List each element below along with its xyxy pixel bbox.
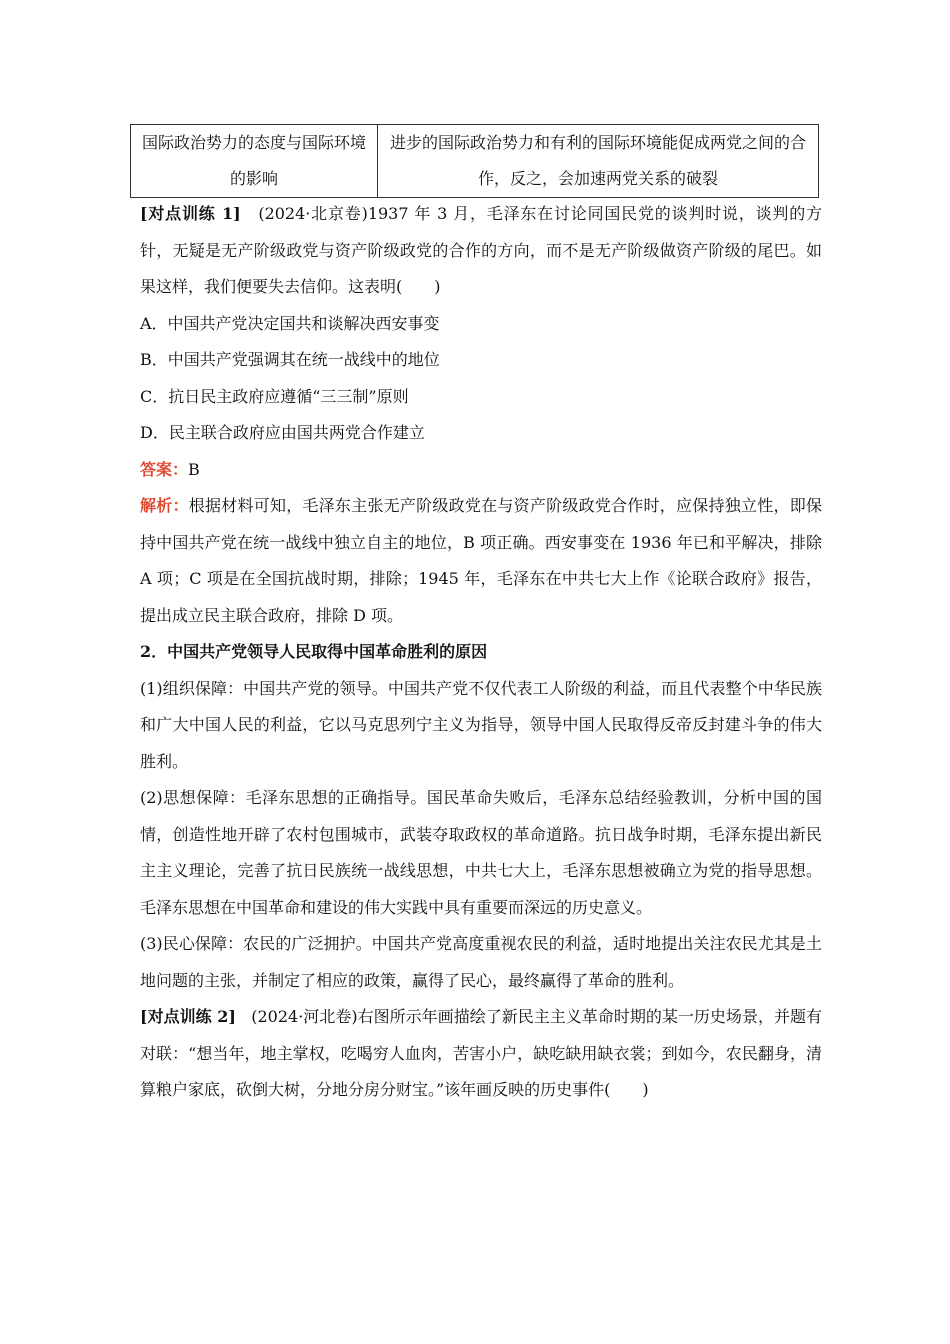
reason-thought: (2)思想保障：毛泽东思想的正确指导。国民革命失败后，毛泽东总结经验教训，分析中国的国情，创造性地开辟了农村包围城市，武装夺取政权的革命道路。抗日战争时期，毛泽东提出新民主主义理论，完善了抗日民族统一战线思想，中共七大上，毛泽东思想被确立为党的指导思想。毛泽东思想在中国革命和建设的伟大实践中具有重要而深远的历史意义。	[140, 788, 822, 917]
answer-value: B	[188, 459, 200, 479]
reason-popular-support: (3)民心保障：农民的广泛拥护。中国共产党高度重视农民的利益，适时地提出关注农民尤其是土地问题的主张，并制定了相应的政策，赢得了民心，最终赢得了革命的胜利。	[140, 934, 822, 990]
answer-label: 答案：	[140, 459, 189, 479]
option-b: B．中国共产党强调其在统一战线中的地位	[140, 350, 440, 369]
analysis-paragraph	[140, 488, 822, 634]
factor-table	[130, 124, 819, 198]
training-2-stem: (2024·河北卷)右图所示年画描绘了新民主主义革命时期的某一历史场景，并题有对联：“想当年，地主掌权，吃喝穷人血肉，苦害小户，缺吃缺用缺衣裳；到如今，农民翻身，清算粮户家底，砍倒大树，分地分房分财宝。”该年画反映的历史事件( )	[140, 1007, 822, 1099]
training-2-tag: [对点训练 2]	[140, 1007, 236, 1026]
content-body	[140, 196, 822, 1109]
training-1-stem: (2024·北京卷)1937 年 3 月，毛泽东在讨论同国民党的谈判时说，谈判的方针，无疑是无产阶级政党与资产阶级政党的合作的方向，而不是无产阶级做资产阶级的尾巴。如果这样，我们便要失去信仰。这表明( )	[140, 204, 822, 296]
training-1-question	[140, 196, 822, 306]
training-1-tag: [对点训练 1]	[140, 204, 241, 223]
option-a: A．中国共产党决定国共和谈解决西安事变	[140, 313, 440, 333]
table-cell-factor: 国际政治势力的态度与国际环境的影响	[131, 125, 378, 198]
table-row	[131, 125, 819, 198]
option-d: D．民主联合政府应由国共两党合作建立	[140, 423, 425, 442]
analysis-text: 根据材料可知，毛泽东主张无产阶级政党在与资产阶级政党合作时，应保持独立性，即保持中国共产党在统一战线中独立自主的地位，B 项正确。西安事变在 1936 年已和平解决，排除 A 项；C 项是在全国抗战时期，排除；1945 年，毛泽东在中共七大上作《论联合政府》报告，提出成立民主联合政府，排除 D 项。	[140, 496, 822, 625]
reason-organization: (1)组织保障：中国共产党的领导。中国共产党不仅代表工人阶级的利益，而且代表整个中华民族和广大中国人民的利益，它以马克思列宁主义为指导，领导中国人民取得反帝反封建斗争的伟大胜利。	[140, 678, 822, 771]
training-2-question	[140, 999, 822, 1109]
section-heading: 2．中国共产党领导人民取得中国革命胜利的原因	[140, 642, 488, 661]
analysis-label: 解析：	[140, 496, 189, 515]
answer-line	[140, 452, 822, 489]
option-c: C．抗日民主政府应遵循“三三制”原则	[140, 386, 409, 406]
table-cell-effect: 进步的国际政治势力和有利的国际环境能促成两党之间的合作，反之，会加速两党关系的破裂	[378, 125, 819, 198]
